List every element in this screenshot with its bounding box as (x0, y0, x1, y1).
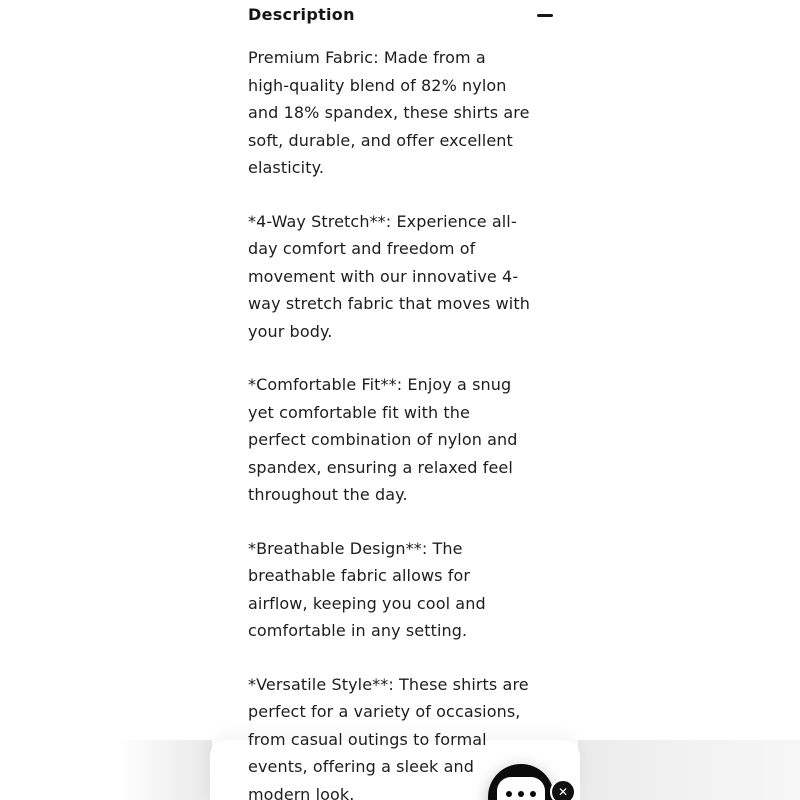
description-panel (248, 44, 553, 800)
description-line: way stretch fabric that moves with (248, 294, 530, 313)
description-line: *Versatile Style**: These shirts are (248, 674, 529, 694)
description-line: spandex, ensuring a relaxed feel (248, 457, 513, 477)
description-line: perfect for a variety of occasions, (248, 702, 521, 721)
description-line: high-quality blend of 82% nylon (248, 75, 507, 95)
description-line: breathable fabric allows for (248, 566, 471, 585)
description-line: and 18% spandex, these shirts are (248, 103, 530, 122)
description-line: modern look. (248, 784, 355, 800)
description-accordion (248, 0, 553, 800)
description-paragraph (248, 371, 553, 509)
description-paragraph (248, 44, 553, 182)
description-line: from casual outings to formal (248, 729, 487, 749)
description-paragraph (248, 208, 553, 346)
description-line: elasticity. (248, 158, 325, 177)
description-line: perfect combination of nylon and (248, 430, 518, 449)
accordion-header[interactable] (248, 0, 553, 27)
close-icon: ✕ (557, 785, 569, 799)
bottom-shade-left (118, 740, 212, 800)
description-line: comfortable in any setting. (248, 621, 468, 640)
description-line: Premium Fabric: Made from a (248, 48, 486, 67)
chat-close-button[interactable] (550, 779, 576, 800)
description-line: events, offering a sleek and (248, 757, 474, 776)
chat-dot (518, 791, 524, 797)
description-line: airflow, keeping you cool and (248, 593, 486, 613)
bottom-shade-right (578, 740, 800, 800)
description-paragraph (248, 535, 553, 645)
description-line: movement with our innovative 4- (248, 266, 519, 286)
description-line: your body. (248, 321, 333, 341)
collapse-button[interactable] (537, 8, 553, 23)
description-line: *Comfortable Fit**: Enjoy a snug (248, 375, 512, 394)
description-line: day comfort and freedom of (248, 239, 476, 258)
chat-dot (506, 791, 512, 797)
description-line: *Breathable Design**: The (248, 538, 463, 558)
chat-bubble-icon (497, 777, 545, 800)
description-line: *4-Way Stretch**: Experience all- (248, 211, 517, 231)
description-line: soft, durable, and offer excellent (248, 130, 513, 150)
description-line: throughout the day. (248, 485, 408, 504)
accordion-title: Description (248, 5, 355, 24)
chat-dot (530, 791, 536, 797)
minus-icon (537, 14, 553, 17)
description-line: yet comfortable fit with the (248, 402, 470, 422)
